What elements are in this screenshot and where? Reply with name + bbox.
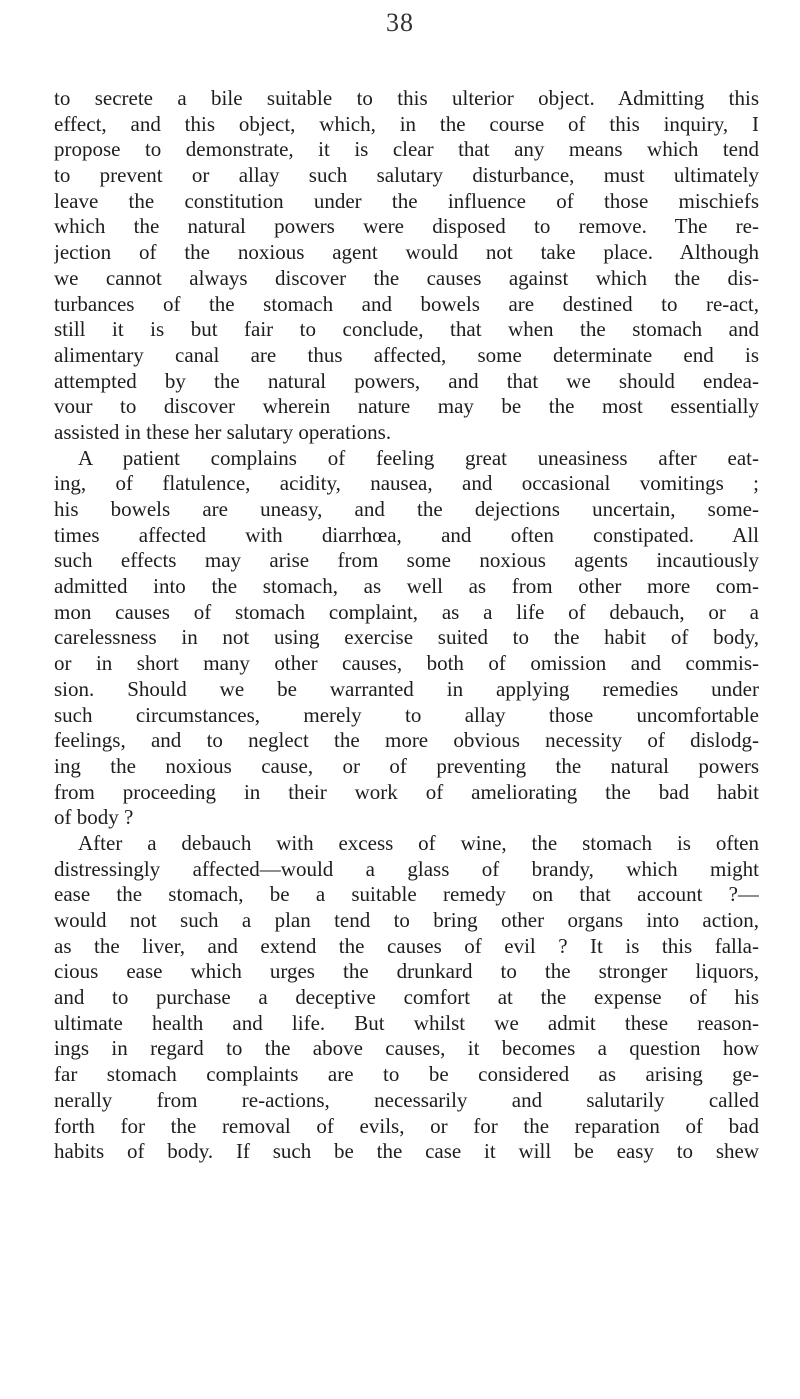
text-line: as the liver, and extend the causes of evil ? It is this falla- [54,933,759,958]
text-line: alimentary canal are thus affected, some determinate end is [54,342,759,367]
text-line: feelings, and to neglect the more obvious necessity of dislodg- [54,728,759,753]
text-line: sion. Should we be warranted in applying remedies under [54,676,759,701]
text-line: ing, of flatulence, acidity, nausea, and occasional vomitings ; [54,471,759,496]
page-number: 38 [386,8,414,37]
text-line: to secrete a bile suitable to this ulterior object. Admitting this [54,86,759,110]
text-line: forth for the removal of evils, or for the reparation of bad [54,1113,759,1138]
text-line: turbances of the stomach and bowels are destined to re-act, [54,291,759,316]
text-line: still it is but fair to conclude, that when the stomach and [54,317,759,342]
text-line: habits of body. If such be the case it will be easy to shew [54,1139,759,1164]
text-line: After a debauch with excess of wine, the stomach is often [78,830,759,855]
text-line: cious ease which urges the drunkard to the stronger liquors, [54,959,759,984]
text-line: we cannot always discover the causes against which the dis- [54,265,759,290]
text-line: admitted into the stomach, as well as from other more com- [54,574,759,599]
text-line: attempted by the natural powers, and that we should endea- [54,368,759,393]
body-text [54,86,759,1165]
text-line: to prevent or allay such salutary disturbance, must ultimately [54,163,759,188]
text-line: which the natural powers were disposed to remove. The re- [54,214,759,239]
text-line: assisted in these her salutary operations. [54,419,392,444]
text-line: distressingly affected—would a glass of brandy, which might [54,856,759,881]
text-line: or in short many other causes, both of omission and commis- [54,651,759,676]
text-line: effect, and this object, which, in the course of this inquiry, I [54,111,759,136]
text-line: ease the stomach, be a suitable remedy on that account ?— [54,882,759,907]
text-line: of body ? [54,805,134,830]
text-line: his bowels are uneasy, and the dejections uncertain, some- [54,497,759,521]
text-line: propose to demonstrate, it is clear that any means which tend [54,137,759,162]
text-line: times affected with diarrhœa, and often constipated. All [54,522,759,547]
text-line: ings in regard to the above causes, it becomes a question how [54,1036,759,1061]
text-line: from proceeding in their work of ameliorating the bad habit [54,779,759,804]
text-line: leave the constitution under the influence of those mischiefs [54,188,759,213]
text-line: such circumstances, merely to allay those uncomfortable [54,702,759,727]
text-line: ultimate health and life. But whilst we admit these reason- [54,1010,759,1035]
text-line: ing the noxious cause, or of preventing the natural powers [54,753,759,778]
text-line: nerally from re-actions, necessarily and salutarily called [54,1087,759,1112]
text-line: vour to discover wherein nature may be the most essentially [54,394,759,419]
text-line: jection of the noxious agent would not take place. Although [54,240,759,265]
text-line: far stomach complaints are to be considered as arising ge- [54,1062,759,1087]
text-line: carelessness in not using exercise suited to the habit of body, [54,625,759,650]
text-line: such effects may arise from some noxious agents incautiously [54,548,759,573]
text-line: A patient complains of feeling great uneasiness after eat- [78,445,759,470]
text-line: and to purchase a deceptive comfort at the expense of his [54,985,759,1010]
text-line: would not such a plan tend to bring other organs into action, [54,908,759,932]
text-line: mon causes of stomach complaint, as a life of debauch, or a [54,599,759,624]
